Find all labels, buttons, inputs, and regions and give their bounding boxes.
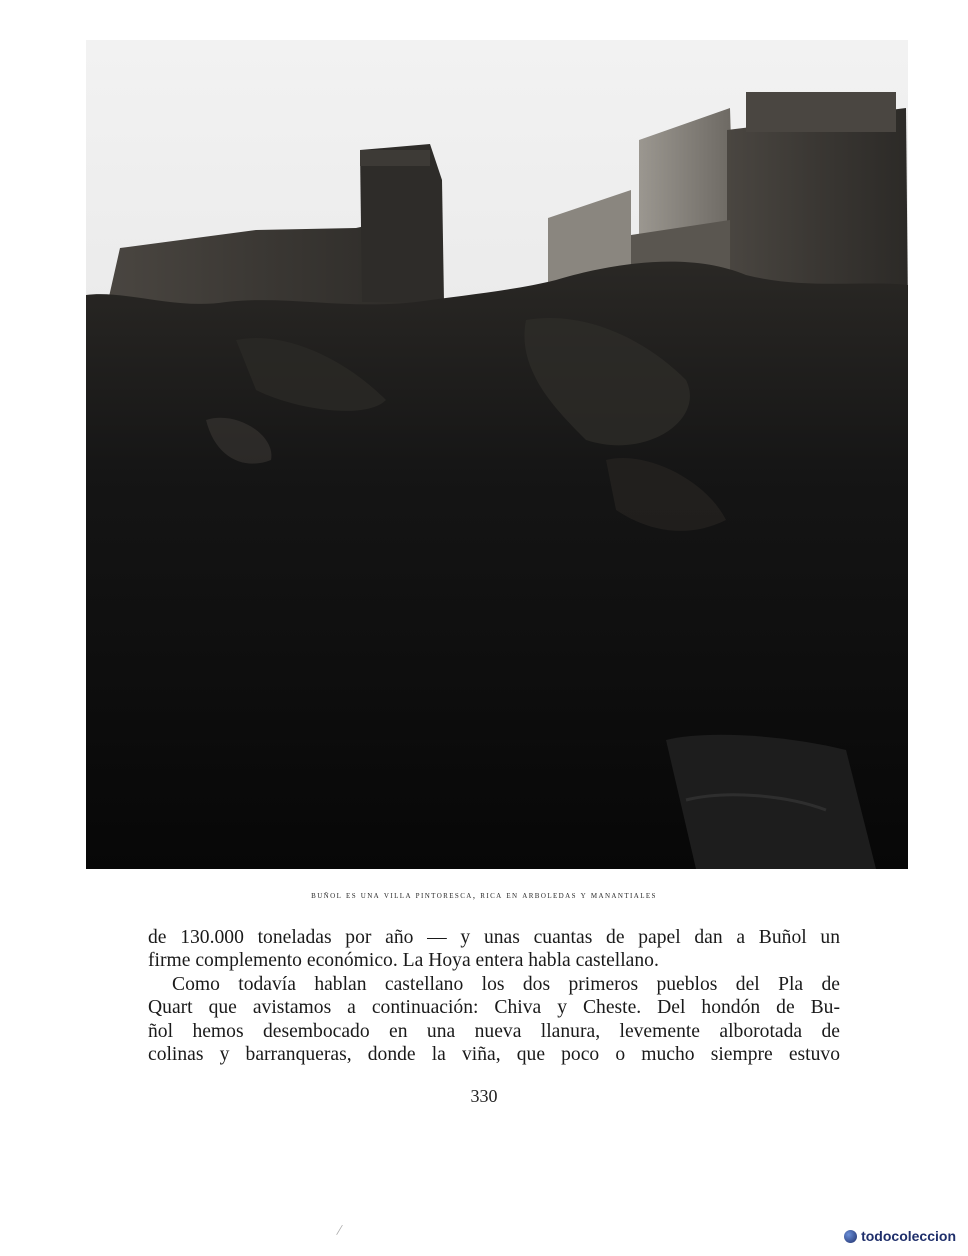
watermark-text: todocoleccion [861, 1228, 956, 1244]
page-number: 330 [470, 1086, 498, 1106]
watermark-logo-icon [844, 1230, 857, 1243]
watermark [844, 1228, 956, 1244]
castle-tower [360, 144, 444, 302]
text-line: firme complemento económico. La Hoya entera habla castellano. [148, 950, 659, 972]
text-line: colinas y barranqueras, donde la viña, que poco o mucho siempre estuvo [148, 1043, 840, 1065]
text-line: de 130.000 toneladas por año — y unas cuantas de papel dan a Buñol un [148, 927, 840, 948]
text-line: Como todavía hablan castellano los dos primeros pueblos del Pla de [172, 973, 840, 995]
stray-pencil-mark: / [335, 1221, 344, 1240]
castle-hillside-illustration [86, 40, 908, 869]
photo-caption: buñol es una villa pintoresca, rica en arboledas y manantiales [311, 891, 657, 901]
body-text [148, 926, 840, 1066]
photograph-castle-bunol [86, 40, 908, 869]
text-line: Quart que avistamos a continuación: Chiva y Cheste. Del hondón de Bu- [148, 997, 840, 1019]
lower-path [666, 735, 876, 869]
text-line: ñol hemos desembocado en una nueva llanura, levemente alborotada de [148, 1020, 840, 1042]
